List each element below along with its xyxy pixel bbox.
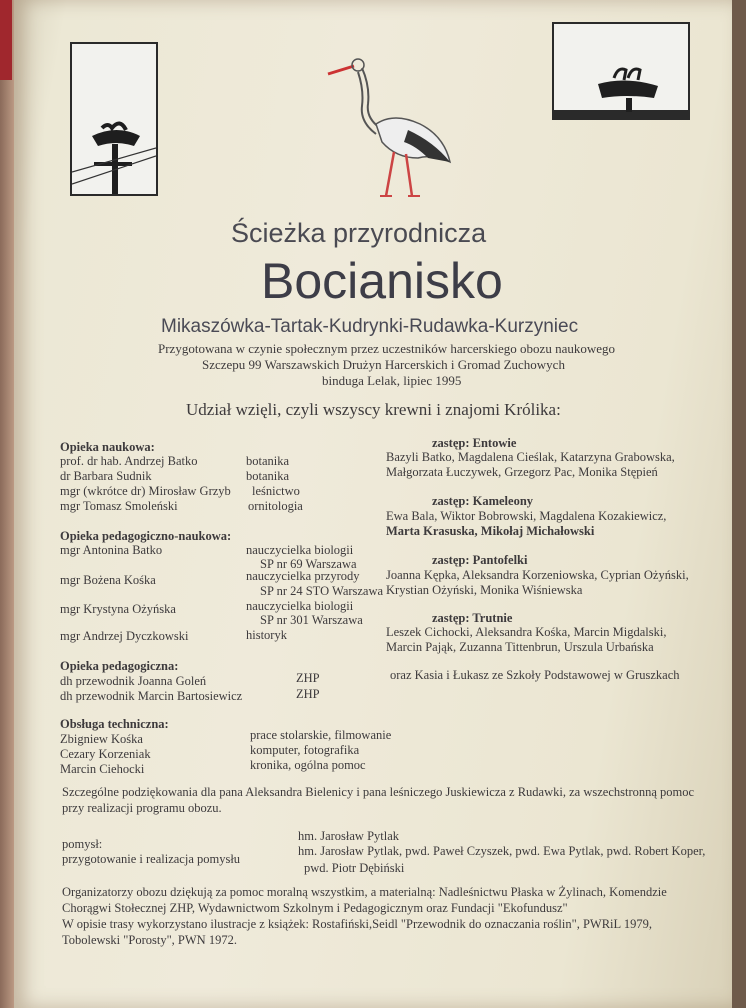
extra-participants: oraz Kasia i Łukasz ze Szkoły Podstawowej w Gruszkach <box>390 668 680 682</box>
footer-line: Organizatorzy obozu dziękują za pomoc moralną wszystkim, a materialną: Nadleśnictwu Płaska w Żylinach, Komendzie <box>62 885 667 899</box>
person-name: Cezary Korzeniak <box>60 747 151 761</box>
person-role: SP nr 69 Warszawa <box>260 557 357 571</box>
person-role: SP nr 24 STO Warszawa <box>260 584 384 598</box>
person-name: mgr Tomasz Smoleński <box>60 499 178 513</box>
person-name: dh przewodnik Marcin Bartosiewicz <box>60 689 243 703</box>
person-name: mgr Andrzej Dyczkowski <box>60 629 189 643</box>
person-role: leśnictwo <box>252 484 300 498</box>
thanks-line-1: Szczególne podziękowania dla pana Aleksandra Bielenicy i pana leśniczego Juskiewicza z Rudawki, za wszechstronną pomoc <box>62 785 695 799</box>
group-heading: zastęp: Entowie <box>432 436 517 450</box>
stork-illustration <box>324 46 464 212</box>
group-members: Marta Krasuska, Mikołaj Michałowski <box>386 524 595 538</box>
page-subtitle: Ścieżka przyrodnicza <box>231 218 487 248</box>
participants-heading: Udział wzięli, czyli wszyscy krewni i znajomi Królika: <box>186 400 561 419</box>
group-members: Małgorzata Łuczywek, Grzegorz Pac, Monika Stępień <box>386 465 658 479</box>
person-role: historyk <box>246 628 287 642</box>
person-name: mgr Krystyna Ożyńska <box>60 602 176 616</box>
group-members: Leszek Cichocki, Aleksandra Kośka, Marcin Migdalski, <box>386 625 667 639</box>
group-heading: zastęp: Trutnie <box>432 611 513 625</box>
person-role: ornitologia <box>248 499 303 513</box>
credit-label: pomysł: <box>62 837 103 851</box>
group-members: Marcin Pająk, Zuzanna Tittenbrun, Urszula Urbańska <box>386 640 654 654</box>
document-page <box>14 0 732 1008</box>
person-role: ZHP <box>296 671 320 685</box>
person-name: Marcin Ciehocki <box>60 762 145 776</box>
person-role: nauczycielka biologii <box>246 599 354 613</box>
credit-value: hm. Jarosław Pytlak, pwd. Paweł Czyszek, pwd. Ewa Pytlak, pwd. Robert Koper, <box>298 844 706 858</box>
section-heading: Obsługa techniczna: <box>60 717 169 731</box>
group-members: Ewa Bala, Wiktor Bobrowski, Magdalena Kozakiewicz, <box>386 509 667 523</box>
intro-line-2: Szczepu 99 Warszawskich Drużyn Harcerskich i Gromad Zuchowych <box>202 357 565 372</box>
person-role: ZHP <box>296 687 320 701</box>
book-edge-red <box>0 0 12 80</box>
person-role: prace stolarskie, filmowanie <box>250 728 392 742</box>
section-heading: Opieka naukowa: <box>60 440 155 454</box>
section-heading: Opieka pedagogiczna: <box>60 659 179 673</box>
person-role: nauczycielka biologii <box>246 543 354 557</box>
credit-value: pwd. Piotr Dębiński <box>304 861 405 875</box>
person-role: kronika, ogólna pomoc <box>250 758 366 772</box>
group-heading: zastęp: Pantofelki <box>432 553 528 567</box>
intro-line-1: Przygotowana w czynie społecznym przez uczestników harcerskiego obozu naukowego <box>158 341 615 356</box>
person-name: Zbigniew Kośka <box>60 732 143 746</box>
person-name: mgr (wkrótce dr) Mirosław Grzyb <box>60 484 231 498</box>
page-title: Bocianisko <box>261 253 503 309</box>
person-role: komputer, fotografika <box>250 743 360 757</box>
person-role: nauczycielka przyrody <box>246 569 360 583</box>
person-name: mgr Bożena Kośka <box>60 573 156 587</box>
person-name: prof. dr hab. Andrzej Batko <box>60 454 198 468</box>
person-role: SP nr 301 Warszawa <box>260 613 363 627</box>
person-name: mgr Antonina Batko <box>60 543 163 557</box>
route-heading: Mikaszówka-Tartak-Kudrynki-Rudawka-Kurzyniec <box>161 316 579 337</box>
person-name: dr Barbara Sudnik <box>60 469 152 483</box>
footer-line: Tobolewski "Porosty", PWN 1972. <box>62 933 237 947</box>
person-role: botanika <box>246 454 290 468</box>
credit-label: przygotowanie i realizacja pomysłu <box>62 852 241 866</box>
stork-nest-photo-right <box>552 22 690 120</box>
section-heading: Opieka pedagogiczno-naukowa: <box>60 529 232 543</box>
group-members: Bazyli Batko, Magdalena Cieślak, Katarzyna Grabowska, <box>386 450 675 464</box>
thanks-line-2: przy realizacji programu obozu. <box>62 801 222 815</box>
person-name: dh przewodnik Joanna Goleń <box>60 674 207 688</box>
stork-nest-photo-left <box>70 42 158 196</box>
group-heading: zastęp: Kameleony <box>432 494 534 508</box>
credit-value: hm. Jarosław Pytlak <box>298 829 400 843</box>
group-members: Krystian Ożyński, Monika Wiśniewska <box>386 583 583 597</box>
footer-line: Chorągwi Stołecznej ZHP, Wydawnictwom Szkolnym i Pedagogicznym oraz Fundacji "Ekofundusz" <box>62 901 568 915</box>
group-members: Joanna Kępka, Aleksandra Korzeniowska, Cyprian Ożyński, <box>386 568 689 582</box>
footer-line: W opisie trasy wykorzystano ilustracje z książek: Rostafiński,Seidl "Przewodnik do oznaczania roślin", PWRiL 1979, <box>62 917 652 931</box>
intro-line-3: binduga Lelak, lipiec 1995 <box>322 373 462 388</box>
person-role: botanika <box>246 469 290 483</box>
